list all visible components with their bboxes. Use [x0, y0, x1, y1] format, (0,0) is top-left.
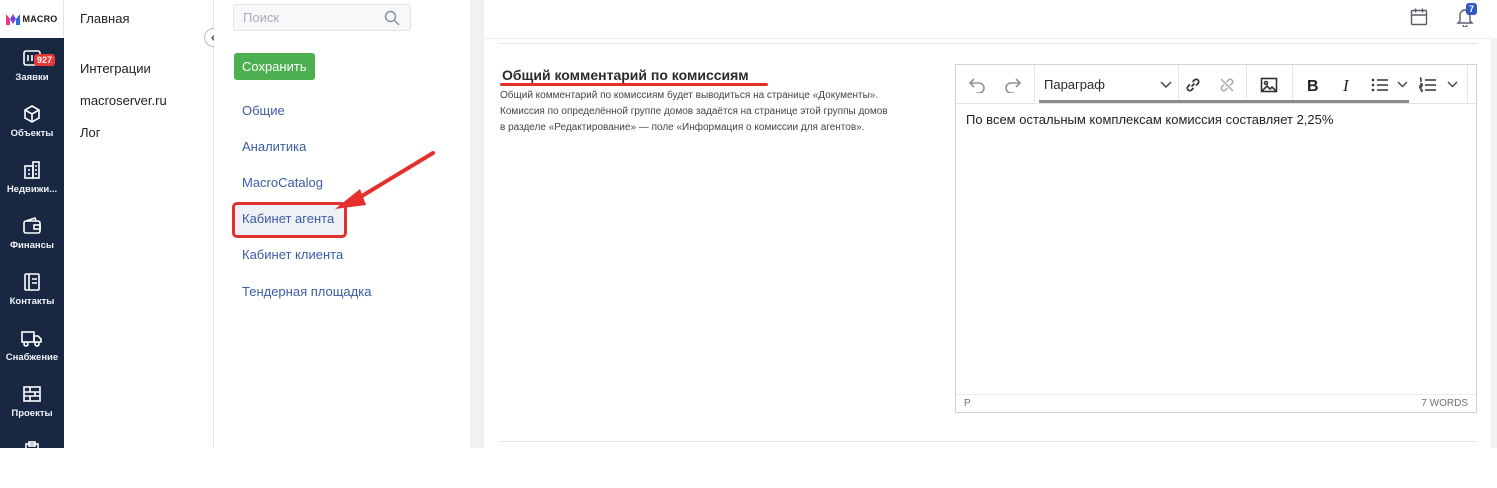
toolbar-separator: [1292, 65, 1293, 104]
secondary-nav-log[interactable]: Лог: [80, 125, 101, 140]
nav-item-contacts[interactable]: [0, 264, 64, 320]
toolbar-separator: [1467, 65, 1468, 104]
nav-item-realty[interactable]: [0, 152, 64, 208]
nav-label-contacts: Контакты: [9, 296, 55, 307]
menu-item-tender[interactable]: Тендерная площадка: [242, 284, 372, 299]
section-top-divider: [500, 43, 1478, 44]
bullet-list-icon: [1371, 77, 1389, 93]
notifications-badge: 7: [1466, 3, 1477, 15]
search-input[interactable]: [234, 5, 374, 30]
section-description: [500, 88, 940, 136]
section-desc-line: в разделе «Редактирование» — поле «Информация о комиссии для агентов».: [500, 122, 865, 133]
toolbar-separator: [1178, 65, 1179, 104]
bullet-list-dropdown[interactable]: [1394, 65, 1410, 104]
topbar-divider: [484, 38, 1491, 39]
redo-icon: [1004, 77, 1022, 93]
menu-item-agent-cabinet[interactable]: Кабинет агента: [242, 211, 335, 226]
logo-text: MACRO: [22, 14, 58, 24]
toolbar-separator: [1246, 65, 1247, 104]
editor-statusbar: [956, 394, 1476, 412]
svg-text:B: B: [1307, 77, 1319, 93]
building-icon: [22, 160, 42, 180]
annotation-arrow: [330, 150, 440, 215]
secondary-nav-title[interactable]: Главная: [80, 11, 130, 26]
unlink-icon: [1218, 76, 1236, 94]
bold-icon: [1306, 77, 1320, 93]
chevron-down-icon: [1397, 81, 1408, 88]
nav-item-finance[interactable]: [0, 208, 64, 264]
section-desc-line: Общий комментарий по комиссиям будет выводиться на странице «Документы».: [500, 90, 879, 101]
numbered-list-dropdown[interactable]: [1444, 65, 1460, 104]
section-desc-line: Комиссия по определённой группе домов задаётся на странице этой группы домов: [500, 106, 888, 117]
secondary-nav: [64, 0, 214, 448]
undo-icon: [968, 77, 986, 93]
secondary-nav-integrations[interactable]: Интеграции: [80, 61, 151, 76]
nav-item-objects[interactable]: [0, 96, 64, 152]
nav-label-finance: Финансы: [9, 240, 55, 251]
menu-item-analytics[interactable]: Аналитика: [242, 139, 307, 154]
right-edge-strip: [1491, 38, 1497, 448]
element-path[interactable]: P: [964, 398, 971, 409]
nav-item-projects[interactable]: [0, 376, 64, 432]
cube-icon: [22, 104, 42, 124]
bullet-list-button[interactable]: [1368, 65, 1392, 104]
secondary-nav-macroserver[interactable]: macroserver.ru: [80, 93, 167, 108]
nav-item-more[interactable]: [0, 432, 64, 488]
insert-link-button[interactable]: [1180, 65, 1206, 104]
search-icon[interactable]: [384, 10, 400, 26]
numbered-list-icon: [1419, 77, 1437, 93]
truck-icon: [21, 328, 43, 348]
editor-toolbar: [956, 65, 1476, 104]
main-nav: [0, 0, 64, 448]
macro-logo-icon: [6, 13, 20, 25]
search-box: [233, 4, 411, 31]
nav-label-objects: Объекты: [10, 128, 54, 139]
link-icon: [1184, 76, 1202, 94]
bricks-icon: [22, 384, 42, 404]
contacts-icon: [22, 272, 42, 292]
insert-image-button[interactable]: [1256, 65, 1282, 104]
nav-label-supply: Снабжение: [5, 352, 59, 363]
chevron-down-icon: [1160, 81, 1172, 89]
editor-content[interactable]: По всем остальным комплексам комиссия составляет 2,25%: [966, 112, 1334, 127]
toolbar-separator: [1034, 65, 1035, 104]
word-count: 7 WORDS: [1421, 398, 1468, 409]
numbered-list-button[interactable]: [1416, 65, 1440, 104]
section-bottom-divider: [500, 441, 1478, 442]
svg-text:I: I: [1343, 76, 1349, 93]
bold-button[interactable]: [1300, 65, 1326, 104]
menu-item-client-cabinet[interactable]: Кабинет клиента: [242, 247, 344, 262]
redo-button[interactable]: [1000, 65, 1026, 104]
nav-item-requests[interactable]: [0, 40, 64, 96]
settings-menu: [214, 0, 470, 448]
menu-item-general[interactable]: Общие: [242, 103, 285, 118]
nav-label-realty: Недвижи...: [6, 184, 58, 195]
calendar-icon[interactable]: [1410, 7, 1428, 27]
save-button[interactable]: Сохранить: [234, 53, 315, 80]
requests-badge: 927: [34, 54, 55, 66]
divider-strip: [470, 0, 484, 448]
nav-label-projects: Проекты: [11, 408, 53, 419]
rich-text-editor: [955, 64, 1477, 413]
toolbar-underline: [1039, 100, 1409, 103]
chevron-down-icon: [1447, 81, 1458, 88]
nav-item-supply[interactable]: [0, 320, 64, 376]
italic-icon: [1340, 77, 1354, 93]
clipboard-icon: [22, 440, 42, 460]
undo-button[interactable]: [964, 65, 990, 104]
logo[interactable]: [0, 0, 64, 38]
wallet-icon: [22, 216, 42, 236]
annotation-underline: [500, 83, 768, 86]
remove-link-button[interactable]: [1214, 65, 1240, 104]
paragraph-dropdown-toggle[interactable]: [1156, 65, 1176, 104]
image-icon: [1260, 76, 1278, 94]
section-title: Общий комментарий по комиссиям: [502, 67, 749, 83]
menu-item-macrocatalog[interactable]: MacroCatalog: [242, 175, 323, 190]
italic-button[interactable]: [1334, 65, 1360, 104]
nav-label-requests: Заявки: [15, 72, 49, 83]
paragraph-format-select[interactable]: Параграф: [1044, 77, 1105, 92]
